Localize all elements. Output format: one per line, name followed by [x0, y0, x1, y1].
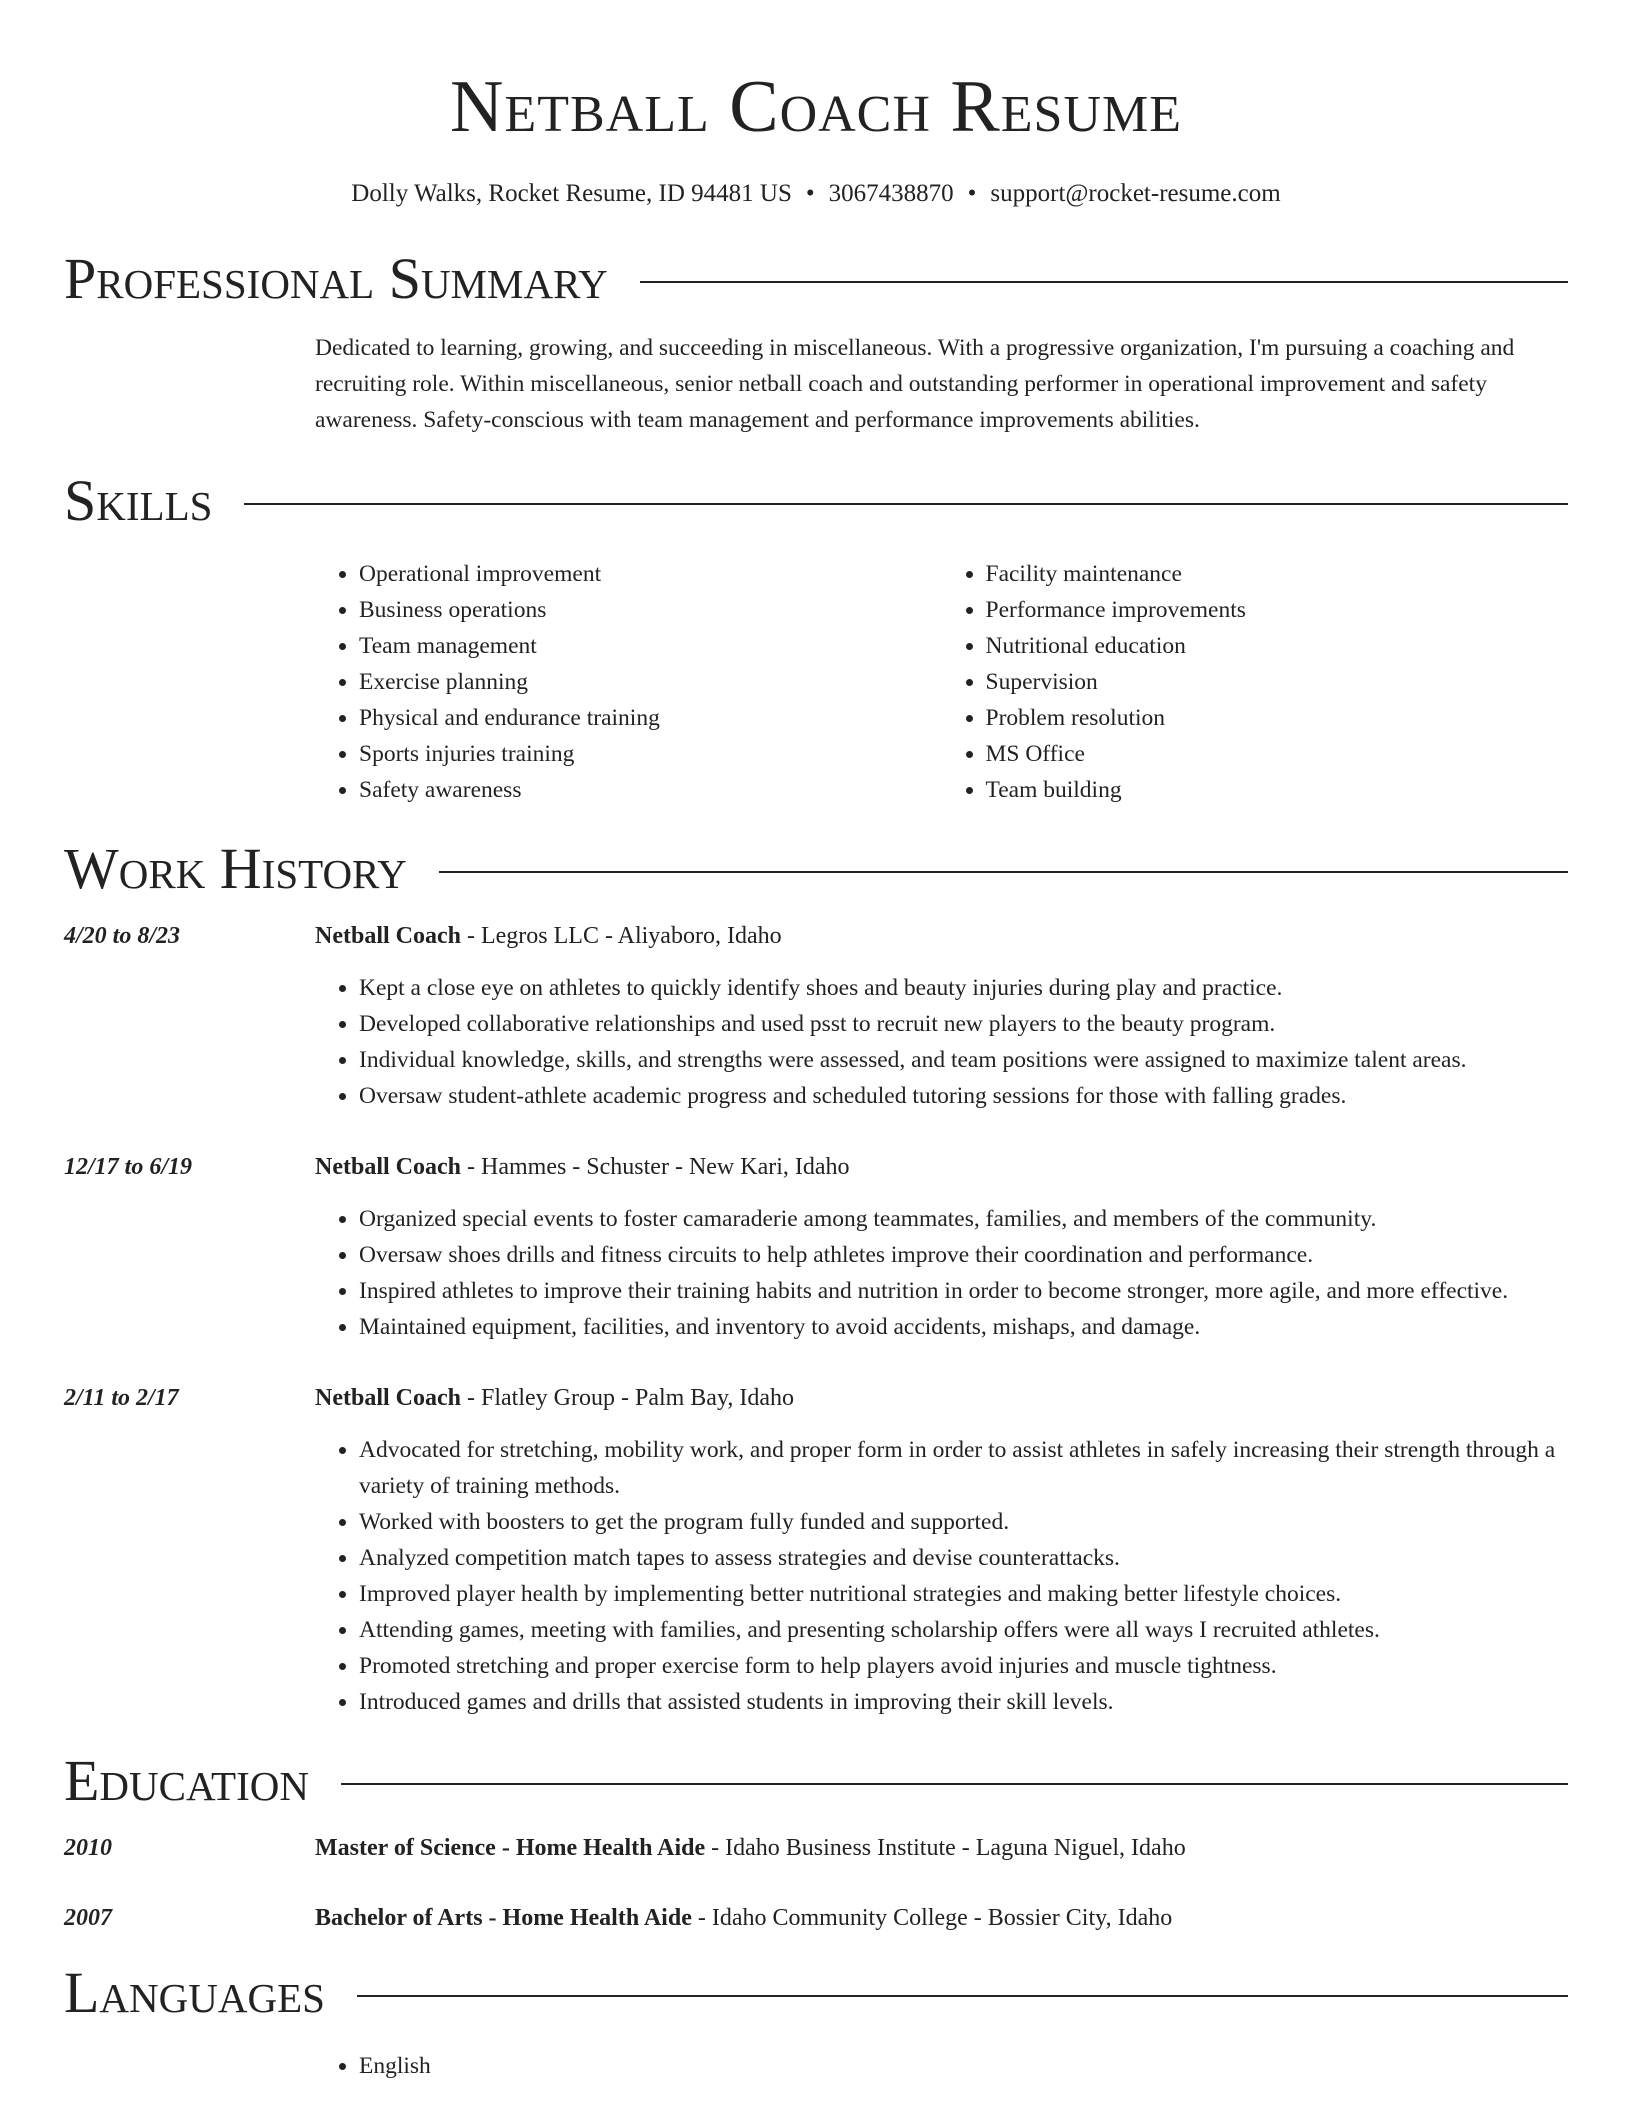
section-divider [439, 871, 1568, 873]
skill-item: • Physical and endurance training [359, 700, 942, 736]
section-divider [244, 503, 1568, 505]
languages-list [315, 2048, 1568, 2084]
skill-item: • Business operations [359, 592, 942, 628]
resume-title: Netball Coach Resume [449, 66, 1183, 148]
section-divider [640, 281, 1568, 283]
contact-email[interactable]: support@rocket-resume.com [990, 180, 1281, 207]
education-year: 2010 [64, 1835, 112, 1861]
work-heading: Work History [64, 836, 407, 901]
education-heading: Education [64, 1748, 309, 1813]
education-body [315, 1900, 1172, 1936]
job-bullet: • Oversaw shoes drills and fitness circuits to help athletes improve their coordination and performance. [359, 1237, 1568, 1273]
job-body [315, 1149, 1568, 1345]
job-role [315, 1149, 1568, 1185]
job-body [315, 1380, 1568, 1720]
skills-heading: Skills [64, 468, 213, 533]
skills-column-right [942, 556, 1569, 808]
summary-section-header [64, 244, 1568, 314]
job-bullet: • Advocated for stretching, mobility work, and proper form in order to assist athletes in safely increasing their strength through a variety of training methods. [359, 1432, 1568, 1504]
summary-text: Dedicated to learning, growing, and succeeding in miscellaneous. With a progressive organization, I'm pursuing a coaching and recruiting role. Within miscellaneous, senior netball coach and outstanding performer in operational improvement and safety awareness. Safety-conscious with team management and performance improvements abilities. [315, 335, 1515, 433]
education-degree: Bachelor of Arts - Home Health Aide [315, 1905, 692, 1931]
job-bullet: • Developed collaborative relationships and used psst to recruit new players to the beauty program. [359, 1006, 1568, 1042]
contact-line [0, 178, 1632, 210]
skill-item: • Sports injuries training [359, 736, 942, 772]
work-section-header [64, 834, 1568, 904]
education-entry [64, 1830, 1568, 1866]
job-title: Netball Coach [315, 923, 461, 949]
job-details: - Flatley Group - Palm Bay, Idaho [461, 1385, 795, 1411]
job-bullet: • Kept a close eye on athletes to quickly identify shoes and beauty injuries during play and practice. [359, 970, 1568, 1006]
job-bullet: • Inspired athletes to improve their training habits and nutrition in order to become stronger, more agile, and more effective. [359, 1273, 1568, 1309]
job-dates: 2/11 to 2/17 [64, 1385, 179, 1411]
job-entry [64, 1380, 1568, 1720]
education-section-header [64, 1746, 1568, 1816]
skill-item: • Problem resolution [986, 700, 1569, 736]
skill-item: • Team building [986, 772, 1569, 808]
education-degree: Master of Science - Home Health Aide [315, 1835, 706, 1861]
job-bullet: • Organized special events to foster camaraderie among teammates, families, and members of the community. [359, 1201, 1568, 1237]
education-details: - Idaho Business Institute - Laguna Niguel, Idaho [705, 1835, 1186, 1861]
skill-item: • MS Office [986, 736, 1569, 772]
skills-column-left [315, 556, 942, 808]
job-bullet: • Introduced games and drills that assisted students in improving their skill levels. [359, 1684, 1568, 1720]
job-role [315, 918, 1568, 954]
skill-item: • Supervision [986, 664, 1569, 700]
job-body [315, 918, 1568, 1114]
job-title: Netball Coach [315, 1154, 461, 1180]
skill-item: • Nutritional education [986, 628, 1569, 664]
job-details: - Legros LLC - Aliyaboro, Idaho [461, 923, 782, 949]
job-details: - Hammes - Schuster - New Kari, Idaho [461, 1154, 850, 1180]
contact-separator: • [805, 180, 815, 207]
job-bullets [315, 1201, 1568, 1345]
contact-separator: • [967, 180, 977, 207]
job-role [315, 1380, 1568, 1416]
contact-address: Dolly Walks, Rocket Resume, ID 94481 US [351, 180, 792, 207]
skill-item: • Team management [359, 628, 942, 664]
job-dates: 12/17 to 6/19 [64, 1154, 193, 1180]
job-bullet: • Worked with boosters to get the program fully funded and supported. [359, 1504, 1568, 1540]
language-item: • English [359, 2048, 1568, 2084]
contact-phone: 3067438870 [828, 180, 954, 207]
job-bullet: • Analyzed competition match tapes to assess strategies and devise counterattacks. [359, 1540, 1568, 1576]
languages-heading: Languages [64, 1960, 325, 2025]
skills-section-header [64, 466, 1568, 536]
education-details: - Idaho Community College - Bossier City, Idaho [691, 1905, 1173, 1931]
job-bullet: • Improved player health by implementing better nutritional strategies and making better lifestyle choices. [359, 1576, 1568, 1612]
summary-heading: Professional Summary [64, 246, 608, 311]
job-title: Netball Coach [315, 1385, 461, 1411]
job-bullet: • Oversaw student-athlete academic progress and scheduled tutoring sessions for those with falling grades. [359, 1078, 1568, 1114]
job-bullet: • Maintained equipment, facilities, and inventory to avoid accidents, mishaps, and damage. [359, 1309, 1568, 1345]
job-bullets [315, 970, 1568, 1114]
job-dates: 4/20 to 8/23 [64, 923, 181, 949]
job-bullets [315, 1432, 1568, 1720]
languages-section-header [64, 1958, 1568, 2028]
skill-item: • Performance improvements [986, 592, 1569, 628]
education-body [315, 1830, 1186, 1866]
education-entry [64, 1900, 1568, 1936]
job-entry [64, 918, 1568, 1114]
job-bullet: • Promoted stretching and proper exercise form to help players avoid injuries and muscle tightness. [359, 1648, 1568, 1684]
skill-item: • Facility maintenance [986, 556, 1569, 592]
skill-item: • Operational improvement [359, 556, 942, 592]
job-bullet: • Attending games, meeting with families, and presenting scholarship offers were all ways I recruited athletes. [359, 1612, 1568, 1648]
languages-items [315, 2048, 1568, 2084]
skill-item: • Safety awareness [359, 772, 942, 808]
job-bullet: • Individual knowledge, skills, and strengths were assessed, and team positions were assigned to maximize talent areas. [359, 1042, 1568, 1078]
skill-item: • Exercise planning [359, 664, 942, 700]
section-divider [341, 1783, 1568, 1785]
skills-list [315, 556, 1568, 808]
education-year: 2007 [64, 1905, 112, 1931]
section-divider [357, 1995, 1568, 1997]
job-entry [64, 1149, 1568, 1345]
